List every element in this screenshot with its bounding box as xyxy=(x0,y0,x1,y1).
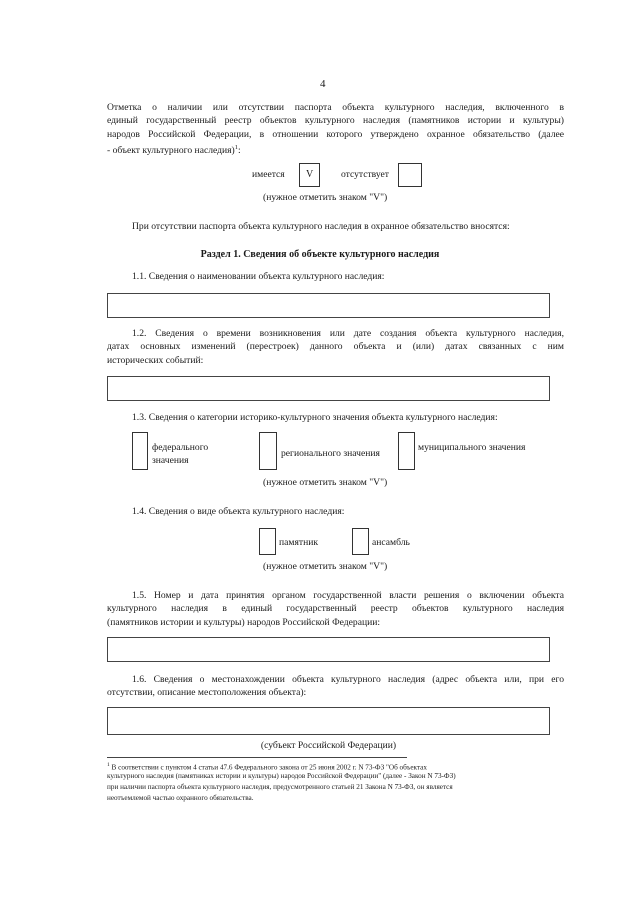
s1-3-federal-line-2: значения xyxy=(152,455,189,466)
s1-3-federal-checkbox[interactable] xyxy=(132,432,148,470)
s1-5-line-3: (памятников истории и культуры) народов Российской Федерации: xyxy=(107,617,381,628)
s1-4-ensemble-label: ансамбль xyxy=(372,537,410,548)
s1-4-monument-checkbox[interactable] xyxy=(259,528,276,555)
s1-4-hint: (нужное отметить знаком "V") xyxy=(263,561,388,572)
s1-5-line-1: 1.5. Номер и дата принятия органом государственной власти решения о включении объекта xyxy=(132,590,564,601)
intro-line-1: Отметка о наличии или отсутствии паспорта объекта культурного наследия, включенного в xyxy=(107,102,564,113)
footnote-line-4: неотъемлемой частью охранного обязательства. xyxy=(107,794,254,802)
s1-6-caption: (субъект Российской Федерации) xyxy=(260,740,397,751)
footnote-ref: 1 xyxy=(234,144,238,151)
s1-5-decision-field[interactable] xyxy=(107,637,550,662)
passport-has-mark: V xyxy=(306,169,314,180)
s1-2-line-1: 1.2. Сведения о времени возникновения или дате создания объекта культурного наследия, xyxy=(132,328,564,339)
absent-note: При отсутствии паспорта объекта культурного наследия в охранное обязательство вносятся: xyxy=(132,221,510,232)
passport-has-label: имеется xyxy=(252,169,285,180)
passport-absent-label: отсутствует xyxy=(341,169,389,180)
footnote-line-1-text: В соответствии с пунктом 4 статьи 47.6 Федерального закона от 25 июня 2002 г. N 73-ФЗ "Об объектах xyxy=(111,763,427,772)
s1-2-line-3: исторических событий: xyxy=(107,355,204,366)
s1-5-line-2: культурного наследия в единый государственный реестр объектов культурного наследия xyxy=(107,603,564,614)
s1-1-label: 1.1. Сведения о наименовании объекта культурного наследия: xyxy=(132,271,385,282)
s1-2-dates-field[interactable] xyxy=(107,376,550,401)
s1-6-address-field[interactable] xyxy=(107,707,550,735)
intro-line-3: народов Российской Федерации, в отношении которого утверждено охранное обязательство (далее xyxy=(107,129,564,140)
footnote-marker: 1 xyxy=(107,762,110,768)
s1-3-federal-line-1: федерального xyxy=(152,442,209,453)
footnote-line-2: культурного наследия (памятниках истории и культуры) народов Российской Федерации" (далее - Закон N 73-ФЗ) xyxy=(107,772,456,780)
intro-line-4-text: - объект культурного наследия) xyxy=(107,145,235,157)
s1-3-municipal-checkbox[interactable] xyxy=(398,432,415,470)
intro-line-4 xyxy=(107,141,241,158)
s1-3-label: 1.3. Сведения о категории историко-культурного значения объекта культурного наследия: xyxy=(132,412,498,423)
s1-2-line-2: датах основных изменений (перестроек) данного объекта и (или) датах связанных с ним xyxy=(107,341,564,352)
intro-line-4-colon: : xyxy=(238,145,241,157)
s1-1-name-field[interactable] xyxy=(107,293,550,318)
footnote-line-3: при наличии паспорта объекта культурного наследия, предусмотренного статьей 21 Закона N 73-ФЗ, он является xyxy=(107,783,453,791)
footnote-separator xyxy=(107,757,407,758)
passport-has-checkbox[interactable] xyxy=(299,163,320,187)
s1-6-line-2: отсутствии, описание местоположения объекта): xyxy=(107,687,307,698)
page-number: 4 xyxy=(320,78,326,90)
passport-absent-checkbox[interactable] xyxy=(398,163,422,187)
s1-3-regional-label: регионального значения xyxy=(281,448,380,459)
s1-3-regional-checkbox[interactable] xyxy=(259,432,277,470)
s1-4-label: 1.4. Сведения о виде объекта культурного наследия: xyxy=(132,506,345,517)
s1-6-line-1: 1.6. Сведения о местонахождении объекта культурного наследия (адрес объекта или, при его xyxy=(132,674,564,685)
s1-4-ensemble-checkbox[interactable] xyxy=(352,528,369,555)
s1-4-monument-label: памятник xyxy=(279,537,318,548)
s1-3-municipal-label: муниципального значения xyxy=(418,442,526,453)
s1-3-hint: (нужное отметить знаком "V") xyxy=(263,477,388,488)
intro-line-2: единый государственный реестр объектов культурного наследия (памятников истории и культуры) xyxy=(107,115,564,126)
passport-hint: (нужное отметить знаком "V") xyxy=(263,192,388,203)
section-title: Раздел 1. Сведения об объекте культурного наследия xyxy=(200,249,440,260)
